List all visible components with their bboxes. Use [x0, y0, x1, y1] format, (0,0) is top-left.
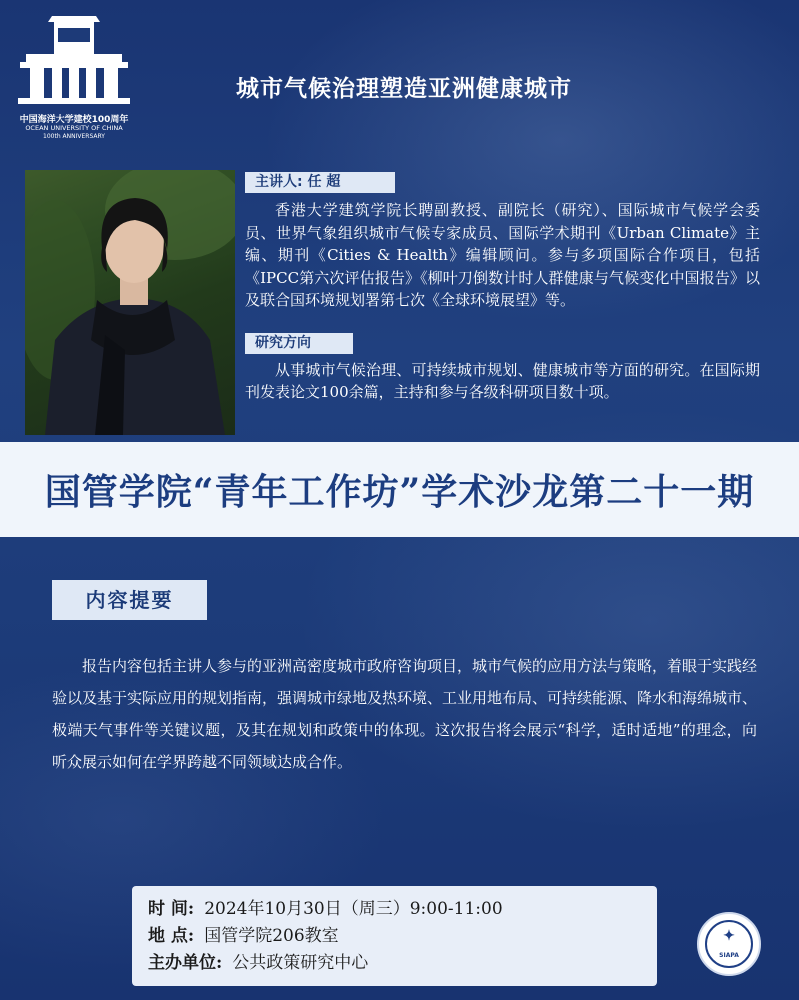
- logo-years: 1924-2024: [57, 60, 99, 68]
- seal-glyph: ✦: [723, 928, 735, 944]
- school-seal-icon: [697, 912, 761, 976]
- university-logo: [8, 14, 140, 140]
- place-row: [148, 921, 339, 946]
- event-banner: [0, 442, 799, 537]
- time-row: [148, 894, 503, 919]
- logo-name-cn: 中国海洋大学建校100周年: [19, 115, 129, 125]
- event-info-box: [132, 886, 657, 986]
- summary-text: 报告内容包括主讲人参与的亚洲高密度城市政府咨询项目，城市气候的应用方法与策略，着眼于实践经验以及基于实际应用的规划指南，强调城市绿地及热环境、工业用地布局、可持续能源、降水和海绵城市、极端天气事件等关键议题，及其在规划和政策中的体现。这次报告将会展示“科学，适时适地”的理念，向听众展示如何在学界跨越不同领域达成合作。: [52, 657, 758, 771]
- speaker-bio: 香港大学建筑学院长聘副教授、副院长（研究）、国际城市气候学会委员、世界气象组织城市气候专家成员、国际学术期刊《Urban Climate》主编、期刊《Cities & Health》编辑顾问。参与多项国际合作项目，包括《IPCC第六次评估报告》《柳叶刀倒数计时人群健康与气候变化中国报告》以及联合国环境规划署第七次《全球环境展望》等。: [245, 201, 760, 309]
- speaker-tag: 主讲人: 任 超: [245, 172, 395, 193]
- talk-title: 城市气候治理塑造亚洲健康城市: [236, 75, 572, 102]
- summary-tag: 内容提要: [52, 580, 207, 620]
- seal-name: SIAPA: [719, 952, 739, 959]
- speaker-photo: [25, 170, 235, 435]
- logo-anniversary: 100th ANNIVERSARY: [43, 133, 105, 140]
- logo-name-en: OCEAN UNIVERSITY OF CHINA: [25, 124, 123, 132]
- place-label: 地 点:: [148, 926, 195, 946]
- time-label: 时 间:: [148, 899, 195, 919]
- research-tag: 研究方向: [245, 333, 353, 354]
- research-text: 从事城市气候治理、可持续城市规划、健康城市等方面的研究。在国际期刊发表论文100余篇，主持和参与各级科研项目数十项。: [245, 361, 760, 401]
- host-value: 公共政策研究中心: [232, 953, 369, 973]
- place-value: 国管学院206教室: [204, 926, 339, 946]
- host-row: [148, 948, 368, 973]
- host-label: 主办单位:: [148, 953, 223, 973]
- time-value: 2024年10月30日（周三）9:00-11:00: [204, 899, 503, 919]
- event-series-title: 国管学院“青年工作坊”学术沙龙第二十一期: [44, 471, 755, 513]
